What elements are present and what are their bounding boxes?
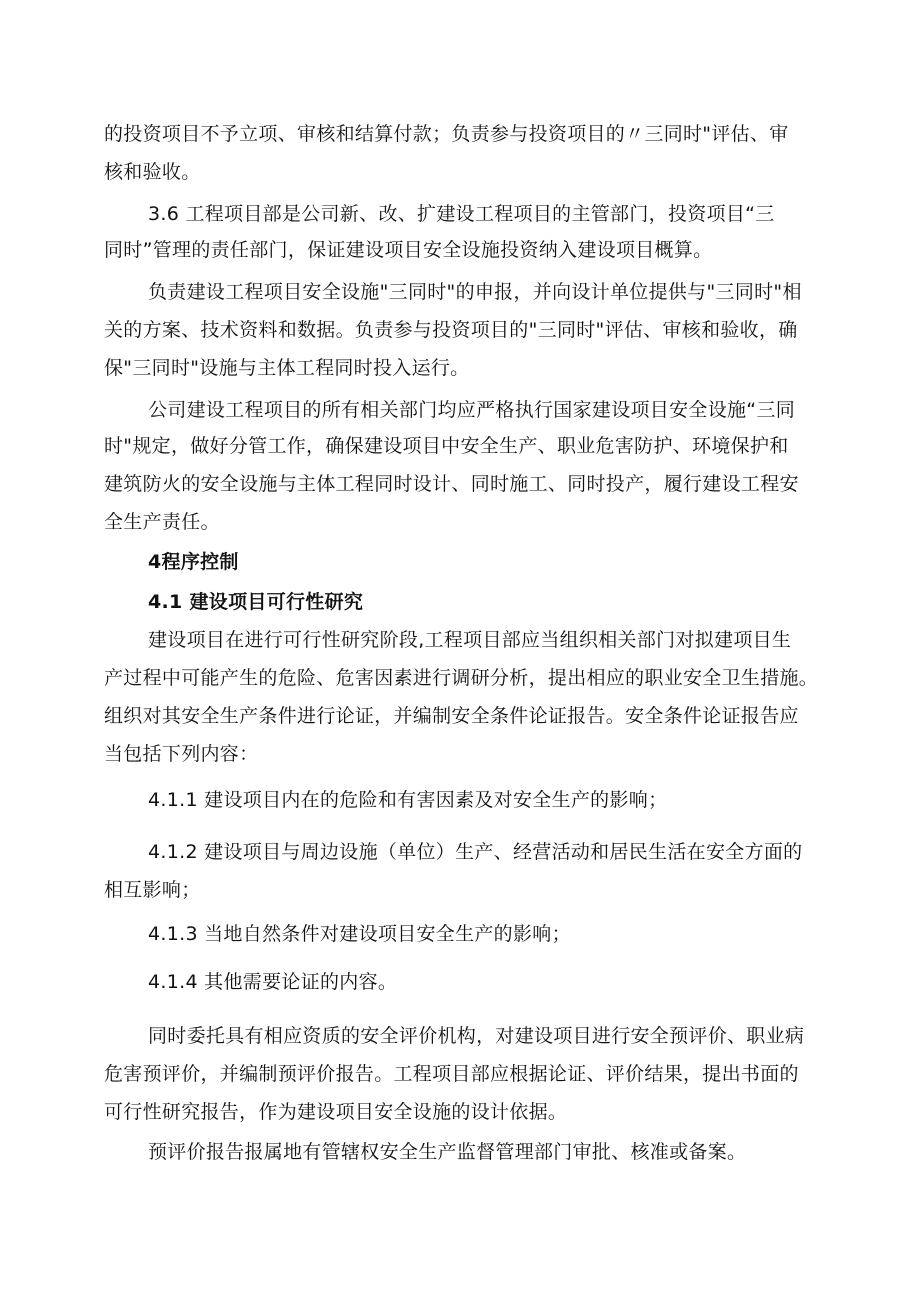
body-text-line: 同时委托具有相应资质的安全评价机构，对建设项目进行安全预评价、职业病 [148, 1025, 805, 1047]
body-text-line: 公司建设工程项目的所有相关部门均应严格执行国家建设项目安全设施“三同 [148, 399, 796, 421]
body-text-line: 关的方案、技术资料和数据。负责参与投资项目的"三同时"评估、审核和验收，确 [104, 319, 798, 341]
body-text-line: 相互影响； [104, 879, 201, 901]
body-text-line: 保"三同时"设施与主体工程同时投入运行。 [104, 357, 470, 379]
body-text-line: 核和验收。 [104, 161, 201, 183]
body-text-line: 全生产责任。 [104, 511, 220, 533]
body-text-line: 建设项目在进行可行性研究阶段,工程项目部应当组织相关部门对拟建项目生 [148, 629, 792, 651]
body-text-line: 的投资项目不予立项、审核和结算付款；负责参与投资项目的〃三同时"评估、审 [104, 123, 789, 145]
body-text-line: 组织对其安全生产条件进行论证，并编制安全条件论证报告。安全条件论证报告应 [104, 705, 799, 727]
body-text-line: 同时”管理的责任部门，保证建设项目安全设施投资纳入建设项目概算。 [104, 239, 713, 261]
body-text-line: 负责建设工程项目安全设施"三同时"的申报，并向设计单位提供与"三同时"相 [148, 281, 802, 303]
section-heading: 4程序控制 [148, 551, 239, 573]
clause-3-6-text: 3.6 工程项目部是公司新、改、扩建设工程项目的主管部门，投资项目“三 [148, 203, 775, 225]
clause-4-1-1: 4.1.1 建设项目内在的危险和有害因素及对安全生产的影响； [148, 789, 668, 811]
body-text-line: 可行性研究报告，作为建设项目安全设施的设计依据。 [104, 1101, 568, 1123]
body-text-line: 时"规定，做好分管工作，确保建设项目中安全生产、职业危害防护、环境保护和 [104, 435, 789, 457]
body-text-line: 预评价报告报属地有管辖权安全生产监督管理部门审批、核准或备案。 [148, 1141, 747, 1163]
body-text-line: 建筑防火的安全设施与主体工程同时设计、同时施工、同时投产，履行建设工程安 [104, 473, 799, 495]
clause-4-1-3: 4.1.3 当地自然条件对建设项目安全生产的影响； [148, 923, 571, 945]
subsection-heading: 4.1 建设项目可行性研究 [148, 591, 364, 613]
body-text-line: 危害预评价，并编制预评价报告。工程项目部应根据论证、评价结果，提出书面的 [104, 1063, 799, 1085]
clause-4-1-2: 4.1.2 建设项目与周边设施（单位）生产、经营活动和居民生活在安全方面的 [148, 841, 803, 863]
body-text-line: 产过程中可能产生的危险、危害因素进行调研分析，提出相应的职业安全卫生措施。 [104, 667, 819, 689]
body-text-line: 当包括下列内容： [104, 743, 259, 765]
clause-4-1-4: 4.1.4 其他需要论证的内容。 [148, 971, 398, 993]
